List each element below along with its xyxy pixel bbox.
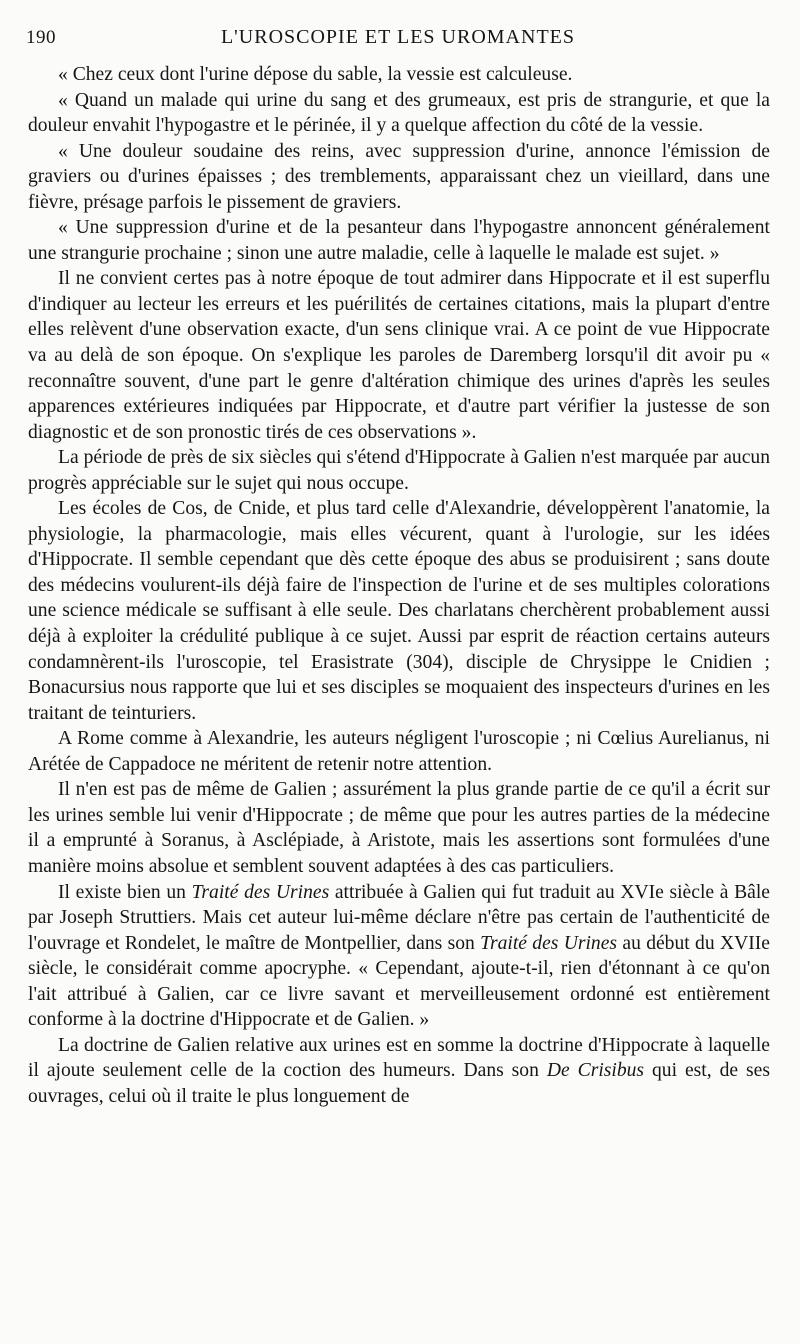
text-run: au début du XVIIe siècle, le considérait comme apocryphe. « Cependant, ajoute-t-il, rien d'étonnant à ce qu'on l'ait attribué à Galien, car ce livre savant et merveilleusement ordonné est entièrement conforme à la doctrine d'Hippocrate et de Galien. » (28, 932, 770, 1031)
text-run: La doctrine de Galien relative aux urines est en somme la doctrine d'Hippocrate à laquelle il ajoute seulement celle de la coction des humeurs. Dans son (28, 1034, 770, 1082)
paragraph (28, 1033, 770, 1110)
paragraph: « Une douleur soudaine des reins, avec suppression d'urine, annonce l'émission de graviers ou d'urines épaisses ; des tremblements, apparaissant chez un vieillard, dans une fièvre, présage parfois le pissement de graviers. (28, 140, 770, 213)
paragraph: Il n'en est pas de même de Galien ; assurément la plus grande partie de ce qu'il a écrit sur les urines semble lui venir d'Hippocrate ; de même que pour les autres parties de la médecine il a emprunté à Soranus, à Asclépiade, à Aristote, mais les assertions sont formulées d'une manière moins absolue et semblent souvent adaptées à des cas particuliers. (28, 779, 770, 877)
paragraph (28, 880, 770, 1033)
text-run: attribuée à Galien qui fut traduit au XVIe siècle à Bâle par Joseph Struttiers. Mais cet auteur lui-même déclare n'être pas certain de l'authenticité de l'ouvrage et Rondelet, le maître de Montpellier, dans son (28, 881, 771, 954)
paragraph: Les écoles de Cos, de Cnide, et plus tard celle d'Alexandrie, développèrent l'anatomie, la physiologie, la pharmacologie, mais elles vécurent, quant à l'urologie, sur les idées d'Hippocrate. Il semble cependant que dès cette époque des abus se produisirent ; sans doute des médecins voulurent-ils déjà faire de l'inspection de l'urine et de ses multiples colorations une science médicale se suffisant à elle seule. Des charlatans cherchèrent probablement aussi déjà à exploiter la crédulité publique à ce sujet. Aussi par esprit de réaction certains auteurs condamnèrent-ils l'uroscopie, tel Erasistrate (304), disciple de Chrysippe le Cnidien ; Bonacursius nous rapporte que lui et ses disciples se moquaient des inspecteurs d'urines en les traitant de teinturiers. (28, 498, 770, 724)
running-title: L'UROSCOPIE ET LES UROMANTES (220, 26, 576, 48)
paragraph: « Quand un malade qui urine du sang et des grumeaux, est pris de strangurie, et que la douleur envahit l'hypogastre et le périnée, il y a quelque affection du côté de la vessie. (28, 89, 770, 137)
paragraph: La période de près de six siècles qui s'étend d'Hippocrate à Galien n'est marquée par aucun progrès appréciable sur le sujet qui nous occupe. (28, 447, 770, 494)
book-title: Traité des Urines (191, 881, 330, 903)
book-title: Traité des Urines (480, 932, 618, 954)
text-run: qui est, de ses ouvrages, celui où il traite le plus longuement de (28, 1060, 770, 1107)
running-head (26, 26, 770, 54)
body-text (28, 62, 770, 1109)
book-title: De Crisibus (546, 1060, 645, 1082)
paragraph: Il ne convient certes pas à notre époque de tout admirer dans Hippocrate et il est superflu d'indiquer au lecteur les erreurs et les puérilités de certaines citations, mais la plupart d'entre elles relèvent d'une observation exacte, d'un sens clinique vrai. A ce point de vue Hippocrate va au delà de son époque. On s'explique les paroles de Daremberg lorsqu'il dit avoir pu « reconnaître souvent, d'une part le genre d'altération chimique des urines d'après les seules apparences extérieures indiquées par Hippocrate, et d'autre part vérifier la justesse de son diagnostic et de son pronostic tirés de ces observations ». (28, 268, 770, 443)
page-number: 190 (26, 27, 56, 48)
paragraph: « Une suppression d'urine et de la pesanteur dans l'hypogastre annoncent généralement une strangurie prochaine ; sinon une autre maladie, celle à laquelle le malade est sujet. » (28, 217, 770, 264)
text-run: Il existe bien un (58, 881, 192, 903)
paragraph: « Chez ceux dont l'urine dépose du sable, la vessie est calculeuse. (58, 64, 573, 85)
paragraph: A Rome comme à Alexandrie, les auteurs négligent l'uroscopie ; ni Cœlius Aurelianus, ni Arétée de Cappadoce ne méritent de retenir notre attention. (28, 728, 770, 775)
